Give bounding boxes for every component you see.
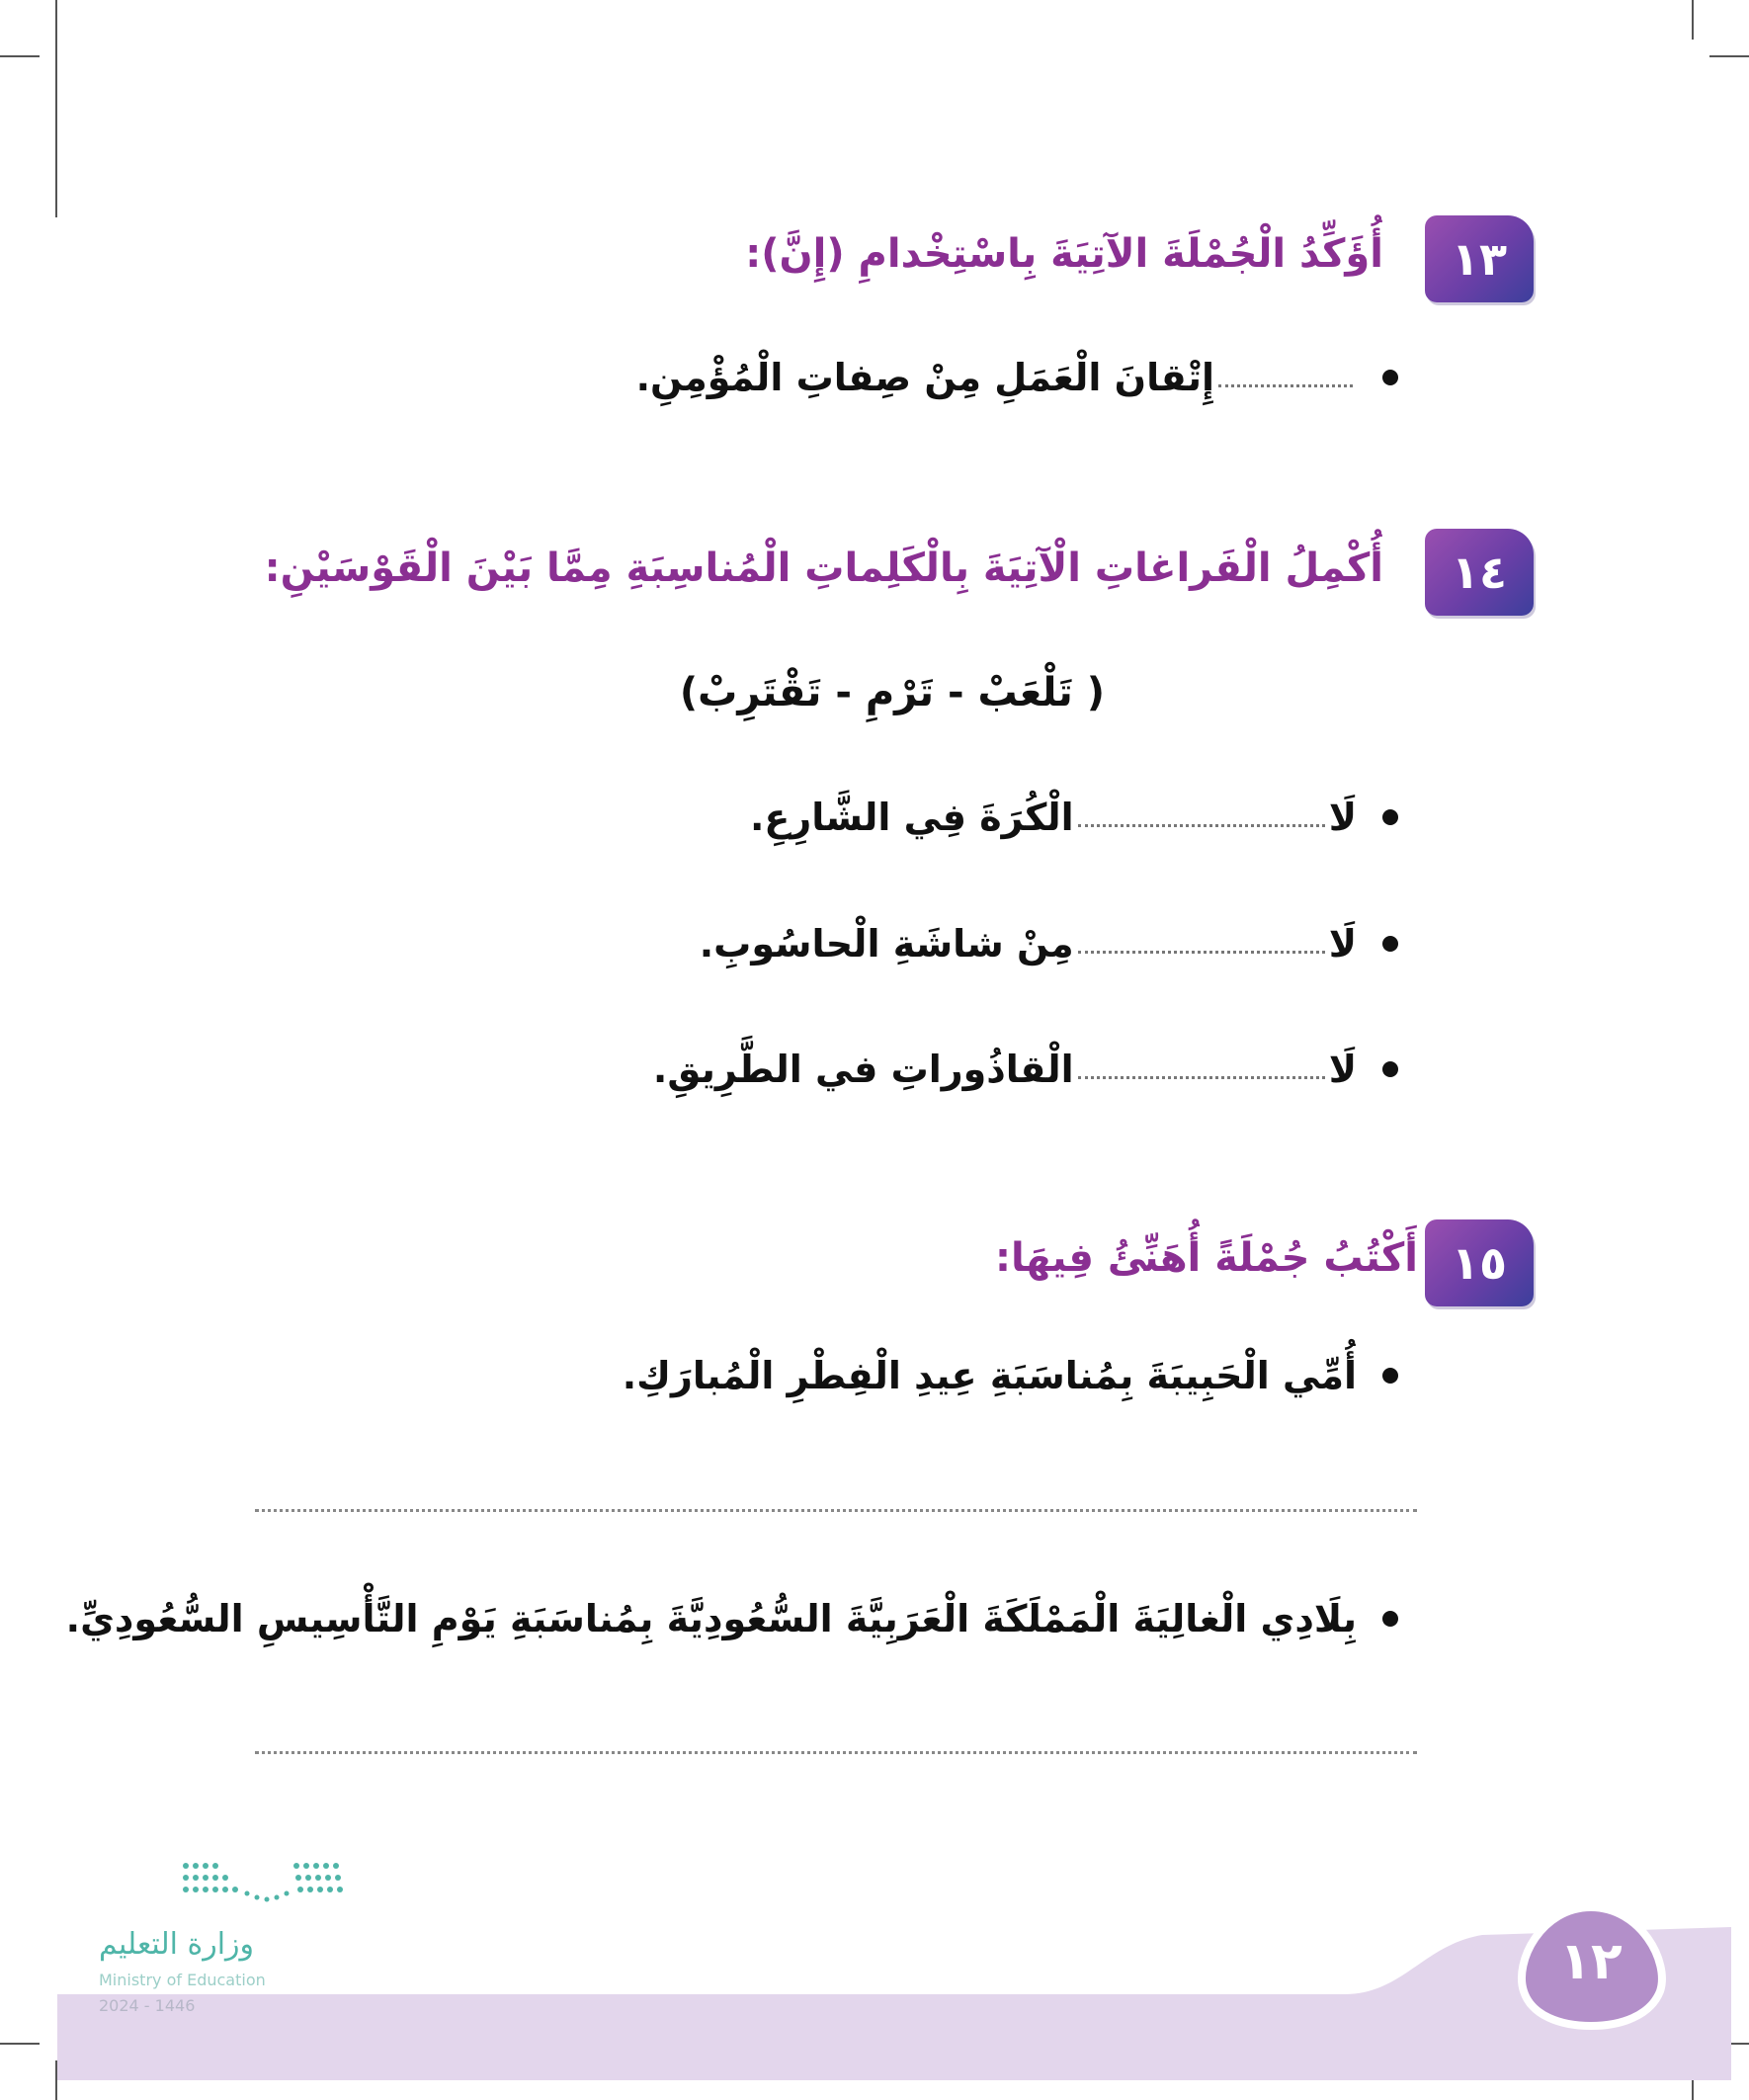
question-title: أَكْتُبُ جُمْلَةً أُهَنِّئُ فِيهَا: [994,1235,1418,1281]
item-text: مِنْ شاشَةِ الْحاسُوبِ. [699,922,1074,966]
item-text: أُمِّي الْحَبِيبَةَ بِمُناسَبَةِ عِيدِ الْفِطْرِ الْمُبارَكِ. [622,1354,1357,1397]
item-text: بِلَادِي الْغالِيَةَ الْمَمْلَكَةَ الْعَرَبِيَّةَ السُّعُودِيَّةَ بِمُناسَبَةِ يَوْمِ التَّأْسِيسِ السُّعُودِيِّ. [65,1597,1357,1640]
item-prefix: لَا [1328,796,1357,839]
item-text: الْكُرَةَ فِي الشَّارِعِ. [749,796,1074,839]
word-bank: ( تَلْعَبْ - تَرْمِ - تَقْتَرِبْ) [679,670,1105,715]
item-prefix: لَا [1328,1048,1357,1091]
question-number: ١٥ [1451,1236,1508,1290]
question-title: أُكْمِلُ الْفَراغاتِ الْآتِيَةَ بِالْكَلِماتِ الْمُناسِبَةِ مِمَّا بَيْنَ الْقَوْسَيْنِ: [264,546,1383,591]
item-text: الْقاذُوراتِ في الطَّرِيقِ. [652,1048,1074,1091]
question-number: ١٣ [1451,232,1508,286]
question-number: ١٤ [1451,546,1508,599]
logo-arabic: وزارة التعليم [99,1927,255,1962]
page-number: ١٢ [1559,1932,1623,1991]
logo-english: Ministry of Education [99,1971,266,1989]
question-title: أُؤَكِّدُ الْجُمْلَةَ الآتِيَةَ بِاسْتِخْدامِ (إِنَّ): [745,231,1383,277]
logo-year: 2024 - 1446 [99,1996,196,2015]
item-text: إِتْقانَ الْعَمَلِ مِنْ صِفاتِ الْمُؤْمِنِ. [635,356,1214,399]
ministry-logo-icon [178,1858,356,1917]
item-prefix: لَا [1328,922,1357,966]
